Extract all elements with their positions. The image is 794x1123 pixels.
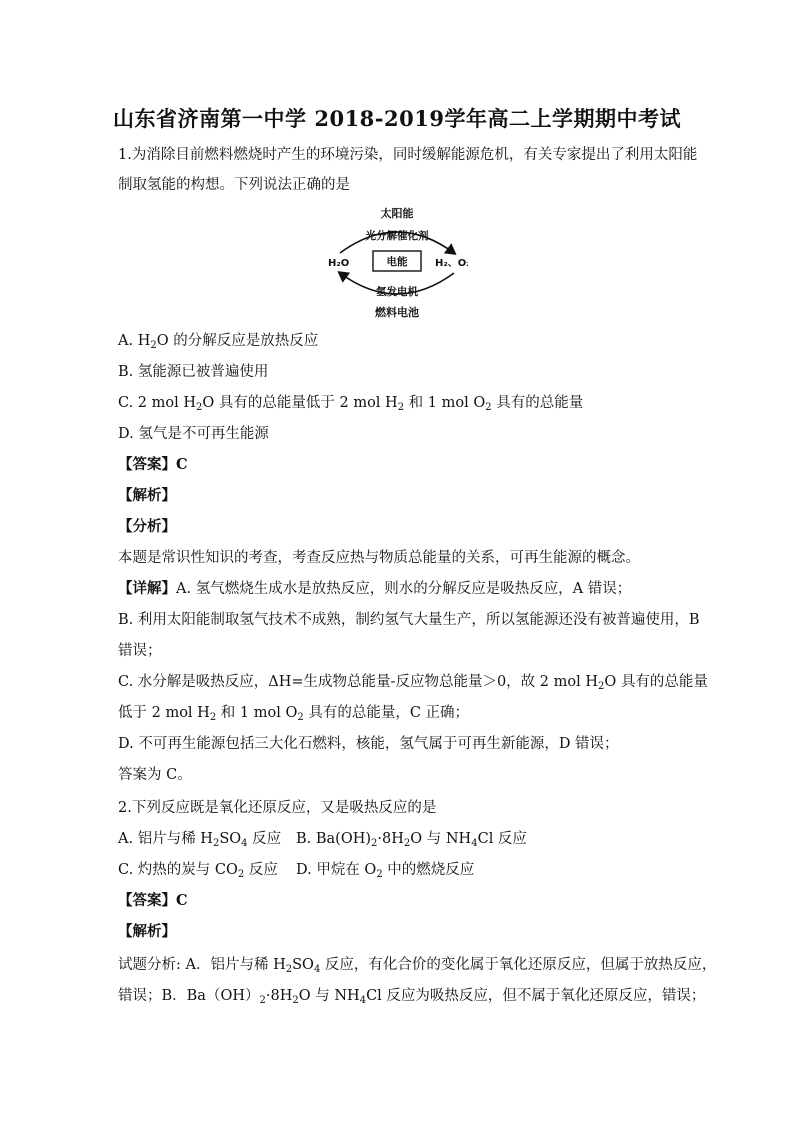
q1-detail-d: D. 不可再生能源包括三大化石燃料，核能，氢气属于可再生新能源，D 错误； xyxy=(118,736,619,752)
page-title: 山东省济南第一中学 2018-2019学年高二上学期期中考试 xyxy=(113,106,681,131)
q1-conclusion: 答案为 C。 xyxy=(118,767,192,783)
q1-detail-c-line-2: 低于 2 mol $H_2$ 和 1 mol $O_2$ 具有的总能量，C 正确； xyxy=(118,705,470,723)
q2-jiexi-heading: 【解析】 xyxy=(118,923,176,940)
q2-option-b: B. $Ba(OH)_2\cdot 8H_2O$ 与 $NH_4Cl$ 反应 xyxy=(296,831,527,849)
diagram-fuel-cell-label: 燃料电池 xyxy=(375,306,419,319)
q1-jiexi-heading: 【解析】 xyxy=(118,487,176,504)
q1-detail-b-line-1: B. 利用太阳能制取氢气技术不成熟，制约氢气大量生产，所以氢能源还没有被普遍使用，B xyxy=(118,612,700,628)
diagram-top-label: 太阳能 xyxy=(380,207,414,220)
q1-option-c: C. 2 mol $H_2O$ 具有的总能量低于 2 mol $H_2$ 和 1 mol $O_2$ 具有的总能量 xyxy=(118,395,584,413)
q1-detail-a: 【详解】A. 氢气燃烧生成水是放热反应，则水的分解反应是吸热反应，A 错误； xyxy=(118,580,632,597)
q1-stem-line-1: 1.为消除目前燃料燃烧时产生的环境污染，同时缓解能源危机，有关专家提出了利用太阳能 xyxy=(118,147,698,163)
q1-answer: 【答案】C xyxy=(118,456,188,473)
q1-fenxi-heading: 【分析】 xyxy=(118,518,176,535)
q2-option-c: C. 灼热的炭与 $CO_2$ 反应 xyxy=(118,862,278,880)
q2-explanation-line-2: 错误；B．$Ba(OH)_2\cdot 8H_2O$ 与 $NH_4Cl$ 反应为吸热反应，但不属于氧化还原反应，错误； xyxy=(118,988,706,1006)
q1-option-d: D. 氢气是不可再生能源 xyxy=(118,426,269,442)
q2-answer: 【答案】C xyxy=(118,892,188,909)
q2-explanation-line-1: 试题分析: A．铝片与稀 $H_2SO_4$ 反应，有化合价的变化属于氧化还原反应，但属于放热反应， xyxy=(118,957,717,975)
q1-detail-b-line-2: 错误； xyxy=(118,643,162,659)
q1-analysis-text: 本题是常识性知识的考查，考查反应热与物质总能量的关系，可再生能源的概念。 xyxy=(118,550,640,566)
diagram-center-label: 电能 xyxy=(386,256,408,268)
q2-option-a: A. 铝片与稀 $H_2SO_4$ 反应 xyxy=(118,831,282,849)
diagram-catalyst-label: 光分解催化剂 xyxy=(365,230,429,242)
diagram-right-label: H₂、O₂ xyxy=(435,258,468,269)
q1-option-a: A. $H_2O$ 的分解反应是放热反应 xyxy=(118,333,319,351)
q1-stem-line-2: 制取氢能的构想。下列说法正确的是 xyxy=(118,177,350,193)
q1-detail-c-line-1: C. 水分解是吸热反应，ΔH=生成物总能量-反应物总能量＞0，故 2 mol $H_2O$ 具有的总能量 xyxy=(118,674,708,692)
q2-options-row-2 xyxy=(118,860,683,880)
q2-option-d: D. 甲烷在 $O_2$ 中的燃烧反应 xyxy=(296,862,475,880)
diagram-left-label: H₂O xyxy=(328,258,350,269)
solar-hydrogen-cycle-diagram xyxy=(326,203,468,321)
q2-options-row-1 xyxy=(118,829,683,849)
q1-option-b: B. 氢能源已被普遍使用 xyxy=(118,364,269,380)
diagram-generator-label: 氢发电机 xyxy=(376,286,418,298)
q2-stem: 2.下列反应既是氧化还原反应，又是吸热反应的是 xyxy=(118,800,437,816)
